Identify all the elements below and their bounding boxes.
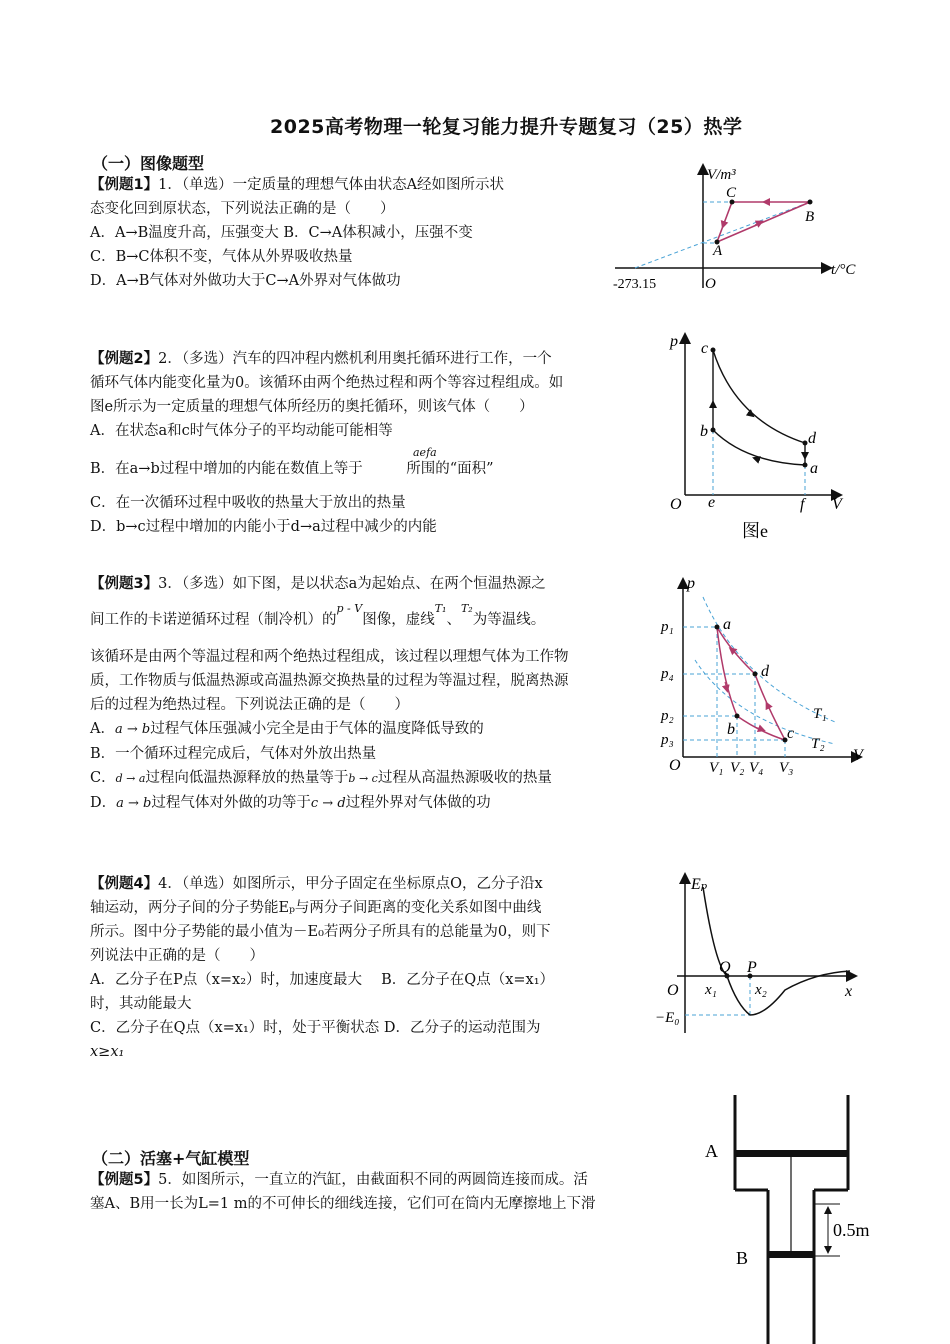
axis-label-p: p bbox=[670, 333, 678, 350]
section-heading-1: （一）图像题型 bbox=[92, 154, 205, 173]
question-text: 后的过程为绝热过程。下列说法正确的是（ ） bbox=[90, 697, 409, 713]
question-text: 轴运动，两分子间的分子势能Eₚ与两分子间距离的变化关系如图中曲线 bbox=[90, 900, 542, 916]
x2-label: x₂ bbox=[755, 982, 767, 998]
axis-label-v: V bbox=[832, 496, 842, 513]
option-d-cont: x≥x₁ bbox=[90, 1044, 125, 1060]
t1-label: T₁ bbox=[434, 602, 447, 615]
point-c-label: c bbox=[787, 725, 795, 742]
p3-label: p₃ bbox=[661, 732, 674, 748]
origin-label: O bbox=[670, 496, 682, 513]
question-3 bbox=[90, 572, 569, 816]
axis-label-v: V bbox=[853, 747, 863, 764]
point-d-label: d bbox=[761, 663, 769, 680]
option-a-b: A．乙分子在P点（x=x₂）时，加速度最大 B．乙分子在Q点（x=x₁） bbox=[90, 972, 555, 988]
question-tag: 【例题3】 bbox=[90, 576, 159, 592]
question-tag: 【例题4】 bbox=[90, 876, 159, 892]
origin-label: O bbox=[669, 757, 681, 774]
axis-label-v: V/m³ bbox=[707, 167, 736, 183]
option-a: A．在状态a和c时气体分子的平均动能可能相等 bbox=[90, 423, 393, 439]
point-q-label: Q bbox=[719, 959, 731, 976]
question-text: 列说法中正确的是（ ） bbox=[90, 948, 264, 964]
origin-label: O bbox=[705, 276, 716, 292]
question-text: 5．如图所示，一直立的汽缸，由截面积不同的两圆筒连接而成。活 bbox=[158, 1172, 588, 1188]
point-c-label: c bbox=[701, 340, 709, 357]
neg-temp-label: -273.15 bbox=[613, 277, 657, 292]
p1-label: p₁ bbox=[661, 619, 674, 635]
question-text: 循环气体内能变化量为0。该循环由两个绝热过程和两个等容过程组成。如 bbox=[90, 375, 564, 391]
question-text: 3．（多选）如下图，是以状态a为起始点、在两个恒温热源之 bbox=[158, 576, 546, 592]
x1-label: x₁ bbox=[705, 982, 717, 998]
axis-label-ep: Eₚ bbox=[691, 876, 708, 893]
v3-label: V₃ bbox=[779, 760, 794, 776]
t2-label: T₂ bbox=[460, 602, 473, 615]
v2-label: V₂ bbox=[730, 760, 745, 776]
p4-label: p₄ bbox=[661, 666, 674, 682]
option-d: D．a → b过程气体对外做的功等于c → d过程外界对气体做的功 bbox=[90, 795, 491, 811]
figure-cylinder bbox=[700, 1090, 890, 1344]
e0-label: −E₀ bbox=[655, 1010, 680, 1026]
page-title: 2025高考物理一轮复习能力提升专题复习（25）热学 bbox=[270, 116, 743, 138]
option-a: A．A→B温度升高，压强变大 B．C→A体积减小，压强不变 bbox=[90, 225, 473, 241]
section-heading-2: （二）活塞+气缸模型 bbox=[92, 1149, 250, 1168]
point-f-label: f bbox=[800, 496, 805, 513]
axis-label-t: t/°C bbox=[831, 262, 856, 278]
question-5 bbox=[90, 1168, 596, 1216]
figure-potential-energy bbox=[655, 865, 865, 1040]
point-d-label: d bbox=[808, 430, 816, 447]
figure-otto-cycle bbox=[660, 330, 860, 550]
length-label: 0.5m bbox=[833, 1220, 870, 1240]
v4-label: V₄ bbox=[749, 760, 764, 776]
pv-label: p - V bbox=[336, 602, 363, 615]
option-a: A．a → b过程气体压强减小完全是由于气体的温度降低导致的 bbox=[90, 721, 484, 737]
option-b: B．一个循环过程完成后，气体对外放出热量 bbox=[90, 746, 377, 762]
option-b: B．在a→b过程中增加的内能在数值上等于 所围的“面积” bbox=[90, 461, 494, 477]
t1-curve-label: T₁ bbox=[813, 706, 827, 722]
option-b-cont: 时，其动能最大 bbox=[90, 996, 192, 1012]
option-c: C．B→C体积不变，气体从外界吸收热量 bbox=[90, 249, 353, 265]
figure-vt-graph bbox=[605, 158, 875, 298]
question-text: 1．（单选）一定质量的理想气体由状态A经如图所示状 bbox=[158, 177, 505, 193]
axis-label-x: x bbox=[845, 983, 853, 1000]
v1-label: V₁ bbox=[709, 760, 724, 776]
point-e-label: e bbox=[708, 494, 716, 511]
p2-label: p₂ bbox=[661, 708, 674, 724]
option-d: D．b→c过程中增加的内能小于d→a过程中减少的内能 bbox=[90, 519, 437, 535]
question-tag: 【例题2】 bbox=[90, 351, 159, 367]
point-c-label: C bbox=[726, 185, 737, 201]
point-a-label: A bbox=[713, 243, 723, 259]
question-text: 2．（多选）汽车的四冲程内燃机利用奥托循环进行工作，一个 bbox=[158, 351, 552, 367]
option-c-d: C．乙分子在Q点（x=x₁）时，处于平衡状态 D．乙分子的运动范围为 bbox=[90, 1020, 541, 1036]
question-text: 该循环是由两个等温过程和两个绝热过程组成，该过程以理想气体为工作物 bbox=[90, 649, 569, 665]
piston-a-label: A bbox=[705, 1141, 718, 1161]
question-2 bbox=[90, 347, 563, 539]
question-text: 4．（单选）如图所示，甲分子固定在坐标原点O，乙分子沿x bbox=[158, 876, 543, 892]
question-tag: 【例题5】 bbox=[90, 1172, 159, 1188]
separator: 、 bbox=[446, 612, 461, 628]
question-text: 图像，虚线 bbox=[362, 612, 435, 628]
option-c: C．在一次循环过程中吸收的热量大于放出的热量 bbox=[90, 495, 406, 511]
point-b-label: b bbox=[700, 423, 708, 440]
point-b-label: b bbox=[727, 721, 735, 738]
option-d: D．A→B气体对外做功大于C→A外界对气体做功 bbox=[90, 273, 401, 289]
figure-caption: 图e bbox=[742, 521, 768, 541]
point-b-label: B bbox=[805, 209, 815, 225]
question-text: 图e所示为一定质量的理想气体所经历的奥托循环，则该气体（ ） bbox=[90, 399, 534, 415]
question-text: 间工作的卡诺逆循环过程（制冷机）的 bbox=[90, 612, 337, 628]
aefa-label: aefa bbox=[413, 446, 437, 459]
question-text: 为等温线。 bbox=[472, 612, 546, 628]
question-text: 态变化回到原状态，下列说法正确的是（ ） bbox=[90, 201, 395, 217]
question-4 bbox=[90, 872, 554, 1064]
question-text: 质，工作物质与低温热源或高温热源交换热量的过程为等温过程，脱离热源 bbox=[90, 673, 569, 689]
axis-label-p: p bbox=[687, 575, 695, 592]
point-a-label: a bbox=[810, 460, 818, 477]
question-1 bbox=[90, 173, 504, 293]
question-tag: 【例题1】 bbox=[90, 177, 159, 193]
origin-label: O bbox=[667, 982, 679, 999]
question-text: 塞A、B用一长为L=1 m的不可伸长的细线连接，它们可在筒内无摩擦地上下滑 bbox=[90, 1196, 596, 1212]
figure-carnot-cycle bbox=[655, 572, 870, 787]
t2-curve-label: T₂ bbox=[811, 736, 825, 752]
point-p-label: P bbox=[747, 959, 757, 976]
piston-b-label: B bbox=[736, 1248, 749, 1268]
option-c: C．d → a过程向低温热源释放的热量等于b → c过程从高温热源吸收的热量 bbox=[90, 770, 552, 786]
question-text: 所示。图中分子势能的最小值为－E₀若两分子所具有的总能量为0，则下 bbox=[90, 924, 551, 940]
point-a-label: a bbox=[723, 616, 731, 633]
